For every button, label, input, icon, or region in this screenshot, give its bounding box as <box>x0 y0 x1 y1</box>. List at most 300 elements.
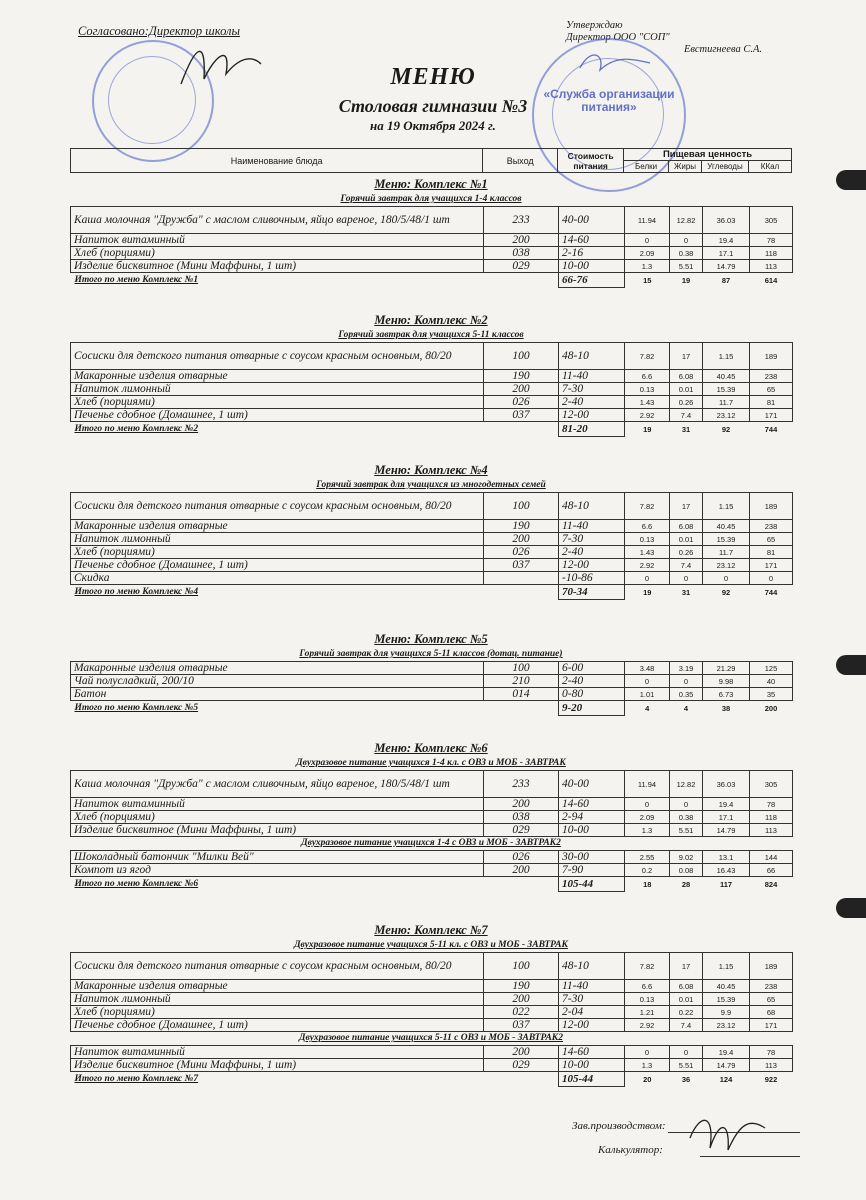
total-row <box>71 701 793 716</box>
dish-name: Макаронные изделия отварные <box>71 370 484 383</box>
dish-name: Хлеб (порциями) <box>71 1006 484 1019</box>
dish-yield: 029 <box>484 1059 559 1072</box>
dish-row <box>71 1019 793 1032</box>
dish-protein: 2.92 <box>625 559 670 572</box>
dish-price: 12-00 <box>559 559 625 572</box>
dish-carbs: 15.39 <box>703 993 750 1006</box>
total-row <box>71 877 793 892</box>
total-protein: 4 <box>645 703 650 713</box>
total-price: 70-34 <box>559 585 625 600</box>
dish-name: Хлеб (порциями) <box>71 396 484 409</box>
dish-kcal: 78 <box>750 234 793 247</box>
dish-table <box>70 661 793 716</box>
dish-yield: 100 <box>484 493 559 520</box>
approval-left: Согласовано:Директор школы <box>78 24 240 38</box>
dish-name: Напиток лимонный <box>71 533 484 546</box>
dish-protein: 1.3 <box>625 1059 670 1072</box>
dish-price: 7-30 <box>559 383 625 396</box>
dish-protein: 1.21 <box>625 1006 670 1019</box>
dish-fat: 12.82 <box>670 207 703 234</box>
menu-title: Меню: Комплекс №1 <box>374 177 488 191</box>
dish-carbs: 17.1 <box>703 811 750 824</box>
dish-name: Печенье сдобное (Домашнее, 1 шт) <box>71 1019 484 1032</box>
total-carbs: 92 <box>721 424 731 434</box>
dish-name: Скидка <box>71 572 484 585</box>
dish-yield: 026 <box>484 396 559 409</box>
calculator-label: Калькулятор: <box>598 1144 663 1156</box>
dish-row <box>71 1046 793 1059</box>
dish-kcal: 113 <box>750 260 793 273</box>
dish-carbs: 23.12 <box>703 1019 750 1032</box>
dish-yield: 100 <box>484 953 559 980</box>
dish-row <box>71 798 793 811</box>
dish-protein: 6.6 <box>625 370 670 383</box>
col-fat: Жиры <box>669 161 702 173</box>
dish-carbs: 36.03 <box>703 771 750 798</box>
section-title: Двухразовое питание учащихся 5-11 с ОВЗ и МОБ - ЗАВТРАК2 <box>299 1033 563 1043</box>
dish-fat: 0.26 <box>670 396 703 409</box>
total-label: Итого по меню Комплекс №6 <box>74 878 199 889</box>
dish-name: Компот из ягод <box>71 864 484 877</box>
dish-yield: 200 <box>484 234 559 247</box>
dish-yield: 190 <box>484 980 559 993</box>
total-protein: 19 <box>643 587 652 597</box>
dish-kcal: 305 <box>750 207 793 234</box>
total-carbs: 92 <box>721 587 731 597</box>
dish-kcal: 65 <box>750 993 793 1006</box>
dish-price: 48-10 <box>559 343 625 370</box>
menu-title: Меню: Комплекс №2 <box>374 313 488 327</box>
dish-table <box>70 850 793 892</box>
dish-kcal: 113 <box>750 824 793 837</box>
dish-row <box>71 396 793 409</box>
dish-carbs: 15.39 <box>703 533 750 546</box>
dish-row <box>71 546 793 559</box>
total-row <box>71 422 793 437</box>
dish-name: Каша молочная "Дружба" с маслом сливочным, яйцо вареное, 180/5/48/1 шт <box>71 207 484 234</box>
dish-carbs: 9.9 <box>703 1006 750 1019</box>
dish-fat: 7.4 <box>670 1019 703 1032</box>
dish-yield: 022 <box>484 1006 559 1019</box>
dish-kcal: 66 <box>750 864 793 877</box>
dish-row <box>71 234 793 247</box>
page-title: МЕНЮ <box>390 64 476 90</box>
dish-row <box>71 953 793 980</box>
dish-carbs: 40.45 <box>703 520 750 533</box>
dish-price: 2-40 <box>559 675 625 688</box>
approval-right-line1: Утверждаю <box>566 20 623 31</box>
dish-yield: 029 <box>484 260 559 273</box>
total-fat: 36 <box>681 1074 691 1084</box>
dish-price: 2-40 <box>559 396 625 409</box>
total-row <box>71 585 793 600</box>
dish-name: Напиток витаминный <box>71 234 484 247</box>
total-kcal: 744 <box>764 587 778 597</box>
stamp-text: «Служба организации питания» <box>543 87 675 114</box>
dish-kcal: 238 <box>750 980 793 993</box>
dish-row <box>71 864 793 877</box>
menu-title: Меню: Комплекс №4 <box>374 463 488 477</box>
dish-row <box>71 811 793 824</box>
dish-protein: 0 <box>625 675 670 688</box>
dish-row <box>71 520 793 533</box>
total-label: Итого по меню Комплекс №4 <box>74 586 199 597</box>
dish-fat: 17 <box>670 953 703 980</box>
dish-kcal: 35 <box>750 688 793 701</box>
dish-yield: 037 <box>484 559 559 572</box>
dish-price: 10-00 <box>559 1059 625 1072</box>
dish-kcal: 144 <box>750 851 793 864</box>
dish-row <box>71 493 793 520</box>
dish-name: Макаронные изделия отварные <box>71 520 484 533</box>
dish-fat: 17 <box>670 343 703 370</box>
production-label: Зав.производством: <box>572 1120 666 1132</box>
dish-yield: 014 <box>484 688 559 701</box>
dish-price: 10-00 <box>559 260 625 273</box>
dish-kcal: 238 <box>750 370 793 383</box>
dish-price: 40-00 <box>559 207 625 234</box>
menu-title: Меню: Комплекс №5 <box>374 632 488 646</box>
total-label: Итого по меню Комплекс №5 <box>74 702 199 713</box>
dish-kcal: 113 <box>750 1059 793 1072</box>
total-price: 81-20 <box>559 422 625 437</box>
dish-carbs: 6.73 <box>703 688 750 701</box>
col-protein: Белки <box>624 161 669 173</box>
dish-yield: 200 <box>484 533 559 546</box>
dish-kcal: 189 <box>750 343 793 370</box>
dish-carbs: 1.15 <box>703 343 750 370</box>
dish-row <box>71 559 793 572</box>
dish-carbs: 1.15 <box>703 953 750 980</box>
dish-name: Макаронные изделия отварные <box>71 980 484 993</box>
col-yield: Выход <box>483 149 558 173</box>
dish-fat: 9.02 <box>670 851 703 864</box>
col-carbs: Углеводы <box>702 161 749 173</box>
approval-right-line2: Директор ООО "СОП" <box>566 32 670 43</box>
dish-carbs: 40.45 <box>703 370 750 383</box>
dish-carbs: 11.7 <box>703 546 750 559</box>
dish-kcal: 81 <box>750 546 793 559</box>
menu-block <box>70 740 792 892</box>
total-carbs: 87 <box>721 275 731 285</box>
dish-price: 11-40 <box>559 370 625 383</box>
dish-yield: 038 <box>484 811 559 824</box>
dish-name: Хлеб (порциями) <box>71 811 484 824</box>
dish-table <box>70 206 793 288</box>
approval-right-signature: Евстигнеева С.А. <box>684 44 762 55</box>
dish-name: Макаронные изделия отварные <box>71 662 484 675</box>
dish-kcal: 78 <box>750 798 793 811</box>
dish-fat: 0 <box>670 572 703 585</box>
dish-price: 2-16 <box>559 247 625 260</box>
dish-row <box>71 688 793 701</box>
dish-row <box>71 370 793 383</box>
dish-name: Напиток витаминный <box>71 1046 484 1059</box>
dish-name: Сосиски для детского питания отварные с соусом красным основным, 80/20 <box>71 493 484 520</box>
dish-name: Печенье сдобное (Домашнее, 1 шт) <box>71 409 484 422</box>
dish-kcal: 0 <box>750 572 793 585</box>
total-price: 105-44 <box>559 1072 625 1087</box>
dish-row <box>71 851 793 864</box>
dish-carbs: 14.79 <box>703 260 750 273</box>
dish-protein: 1.3 <box>625 824 670 837</box>
dish-price: 10-00 <box>559 824 625 837</box>
dish-yield: 233 <box>484 207 559 234</box>
total-fat: 19 <box>681 275 691 285</box>
dish-carbs: 40.45 <box>703 980 750 993</box>
dish-carbs: 13.1 <box>703 851 750 864</box>
page-date: на 19 Октября 2024 г. <box>370 118 496 133</box>
dish-yield: 100 <box>484 662 559 675</box>
dish-kcal: 305 <box>750 771 793 798</box>
dish-fat: 12.82 <box>670 771 703 798</box>
dish-carbs: 23.12 <box>703 409 750 422</box>
dish-price: 2-94 <box>559 811 625 824</box>
dish-price: 14-60 <box>559 1046 625 1059</box>
dish-row <box>71 1006 793 1019</box>
total-carbs: 117 <box>719 879 733 889</box>
total-row <box>71 1072 793 1087</box>
dish-price: 48-10 <box>559 493 625 520</box>
section-title: Горячий завтрак для учащихся 5-11 классов <box>338 330 524 340</box>
dish-carbs: 14.79 <box>703 824 750 837</box>
dish-name: Хлеб (порциями) <box>71 247 484 260</box>
dish-yield: 037 <box>484 1019 559 1032</box>
dish-fat: 0 <box>670 675 703 688</box>
page-subtitle: Столовая гимназии №3 <box>338 96 528 116</box>
dish-price: 14-60 <box>559 234 625 247</box>
dish-protein: 0.13 <box>625 993 670 1006</box>
dish-price: 2-40 <box>559 546 625 559</box>
dish-protein: 0.2 <box>625 864 670 877</box>
col-name: Наименование блюда <box>71 149 483 173</box>
dish-carbs: 19.4 <box>703 234 750 247</box>
dish-protein: 6.6 <box>625 520 670 533</box>
dish-fat: 7.4 <box>670 559 703 572</box>
dish-price: 11-40 <box>559 520 625 533</box>
dish-carbs: 15.39 <box>703 383 750 396</box>
dish-name: Изделие бисквитное (Мини Маффины, 1 шт) <box>71 824 484 837</box>
dish-price: 12-00 <box>559 1019 625 1032</box>
dish-row <box>71 383 793 396</box>
dish-table <box>70 952 793 1032</box>
total-fat: 4 <box>683 703 689 713</box>
menu-block <box>70 922 792 1087</box>
dish-name: Изделие бисквитное (Мини Маффины, 1 шт) <box>71 260 484 273</box>
dish-protein: 1.01 <box>625 688 670 701</box>
dish-row <box>71 343 793 370</box>
dish-name: Печенье сдобное (Домашнее, 1 шт) <box>71 559 484 572</box>
dish-price: 0-80 <box>559 688 625 701</box>
dish-fat: 5.51 <box>670 1059 703 1072</box>
dish-row <box>71 207 793 234</box>
dish-protein: 0.13 <box>625 533 670 546</box>
dish-row <box>71 980 793 993</box>
dish-price: 40-00 <box>559 771 625 798</box>
dish-carbs: 9.98 <box>703 675 750 688</box>
dish-table <box>70 342 793 437</box>
dish-fat: 0.01 <box>670 383 703 396</box>
total-fat: 31 <box>681 587 691 597</box>
dish-protein: 2.92 <box>625 409 670 422</box>
dish-price: 48-10 <box>559 953 625 980</box>
menu-block <box>70 176 792 288</box>
dish-name: Сосиски для детского питания отварные с соусом красным основным, 80/20 <box>71 343 484 370</box>
total-kcal: 824 <box>764 879 778 889</box>
dish-price: 11-40 <box>559 980 625 993</box>
binder-hole <box>836 170 866 190</box>
dish-fat: 6.08 <box>670 520 703 533</box>
dish-kcal: 189 <box>750 493 793 520</box>
dish-fat: 0 <box>670 234 703 247</box>
total-price: 66-76 <box>559 273 625 288</box>
dish-row <box>71 247 793 260</box>
dish-row <box>71 771 793 798</box>
dish-carbs: 11.7 <box>703 396 750 409</box>
dish-price: 14-60 <box>559 798 625 811</box>
dish-row <box>71 572 793 585</box>
col-kcal: ККал <box>749 161 792 173</box>
dish-kcal: 65 <box>750 533 793 546</box>
dish-row <box>71 409 793 422</box>
dish-row <box>71 993 793 1006</box>
total-protein: 15 <box>643 275 652 285</box>
dish-protein: 2.09 <box>625 247 670 260</box>
dish-yield: 233 <box>484 771 559 798</box>
dish-kcal: 238 <box>750 520 793 533</box>
dish-yield <box>484 572 559 585</box>
column-header <box>70 148 792 173</box>
total-protein: 20 <box>643 1074 652 1084</box>
menu-block <box>70 312 792 437</box>
dish-carbs: 0 <box>703 572 750 585</box>
dish-carbs: 16.43 <box>703 864 750 877</box>
dish-row <box>71 1059 793 1072</box>
col-cost: Стоимость питания <box>558 149 624 173</box>
section-title: Горячий завтрак для учащихся 5-11 классов (дотац. питание) <box>299 649 563 659</box>
dish-kcal: 68 <box>750 1006 793 1019</box>
dish-kcal: 171 <box>750 1019 793 1032</box>
dish-fat: 7.4 <box>670 409 703 422</box>
dish-fat: 5.51 <box>670 260 703 273</box>
dish-row <box>71 824 793 837</box>
dish-yield: 200 <box>484 798 559 811</box>
dish-fat: 0.38 <box>670 247 703 260</box>
dish-price: 7-30 <box>559 993 625 1006</box>
calculator-signature-line <box>700 1156 800 1157</box>
dish-protein: 2.09 <box>625 811 670 824</box>
menu-block <box>70 631 792 716</box>
dish-name: Хлеб (порциями) <box>71 546 484 559</box>
dish-protein: 2.55 <box>625 851 670 864</box>
total-protein: 19 <box>643 424 652 434</box>
total-price: 9-20 <box>559 701 625 716</box>
dish-price: 6-00 <box>559 662 625 675</box>
dish-name: Напиток витаминный <box>71 798 484 811</box>
dish-protein: 2.92 <box>625 1019 670 1032</box>
dish-fat: 0.01 <box>670 533 703 546</box>
dish-fat: 0.35 <box>670 688 703 701</box>
dish-protein: 3.48 <box>625 662 670 675</box>
total-label: Итого по меню Комплекс №7 <box>74 1073 199 1084</box>
dish-fat: 17 <box>670 493 703 520</box>
dish-fat: 0.08 <box>670 864 703 877</box>
dish-table <box>70 492 793 600</box>
dish-fat: 0 <box>670 1046 703 1059</box>
dish-carbs: 1.15 <box>703 493 750 520</box>
dish-yield: 200 <box>484 864 559 877</box>
section-title: Двухразовое питание учащихся 1-4 кл. с ОВЗ и МОБ - ЗАВТРАК <box>296 758 566 768</box>
total-row <box>71 273 793 288</box>
dish-fat: 0.22 <box>670 1006 703 1019</box>
dish-name: Сосиски для детского питания отварные с соусом красным основным, 80/20 <box>71 953 484 980</box>
dish-yield: 190 <box>484 520 559 533</box>
dish-fat: 3.19 <box>670 662 703 675</box>
dish-name: Чай полусладкий, 200/10 <box>71 675 484 688</box>
total-carbs: 124 <box>719 1074 733 1084</box>
section-title: Горячий завтрак для учащихся из многодетных семей <box>316 480 546 490</box>
dish-price: 7-30 <box>559 533 625 546</box>
dish-name: Напиток лимонный <box>71 383 484 396</box>
total-carbs: 38 <box>721 703 731 713</box>
dish-kcal: 171 <box>750 409 793 422</box>
dish-table <box>70 1045 793 1087</box>
dish-table <box>70 770 793 837</box>
menu-block <box>70 462 792 600</box>
dish-carbs: 14.79 <box>703 1059 750 1072</box>
section-title: Двухразовое питание учащихся 5-11 кл. с ОВЗ и МОБ - ЗАВТРАК <box>294 940 568 950</box>
binder-hole <box>836 655 866 675</box>
dish-name: Батон <box>71 688 484 701</box>
dish-kcal: 189 <box>750 953 793 980</box>
section-title: Горячий завтрак для учащихся 1-4 классов <box>340 194 522 204</box>
dish-yield: 200 <box>484 993 559 1006</box>
dish-kcal: 118 <box>750 247 793 260</box>
dish-kcal: 78 <box>750 1046 793 1059</box>
total-kcal: 614 <box>764 275 778 285</box>
dish-price: 12-00 <box>559 409 625 422</box>
dish-row <box>71 533 793 546</box>
menu-title: Меню: Комплекс №6 <box>374 741 488 755</box>
dish-fat: 0.26 <box>670 546 703 559</box>
dish-protein: 0 <box>625 798 670 811</box>
dish-carbs: 23.12 <box>703 559 750 572</box>
dish-fat: 6.08 <box>670 370 703 383</box>
dish-protein: 0.13 <box>625 383 670 396</box>
total-kcal: 922 <box>764 1074 778 1084</box>
dish-carbs: 17.1 <box>703 247 750 260</box>
col-nutrition: Пищевая ценность <box>624 149 792 161</box>
binder-hole <box>836 898 866 918</box>
dish-protein: 0 <box>625 1046 670 1059</box>
dish-protein: 0 <box>625 234 670 247</box>
dish-row <box>71 260 793 273</box>
dish-price: 2-04 <box>559 1006 625 1019</box>
menu-title: Меню: Комплекс №7 <box>374 923 488 937</box>
dish-price: 7-90 <box>559 864 625 877</box>
dish-carbs: 36.03 <box>703 207 750 234</box>
dish-carbs: 21.29 <box>703 662 750 675</box>
dish-name: Напиток лимонный <box>71 993 484 1006</box>
dish-yield: 037 <box>484 409 559 422</box>
dish-protein: 6.6 <box>625 980 670 993</box>
dish-kcal: 81 <box>750 396 793 409</box>
total-price: 105-44 <box>559 877 625 892</box>
dish-kcal: 125 <box>750 662 793 675</box>
dish-name: Шоколадный батончик "Милки Вей" <box>71 851 484 864</box>
dish-protein: 11.94 <box>625 771 670 798</box>
production-signature <box>680 1108 770 1158</box>
